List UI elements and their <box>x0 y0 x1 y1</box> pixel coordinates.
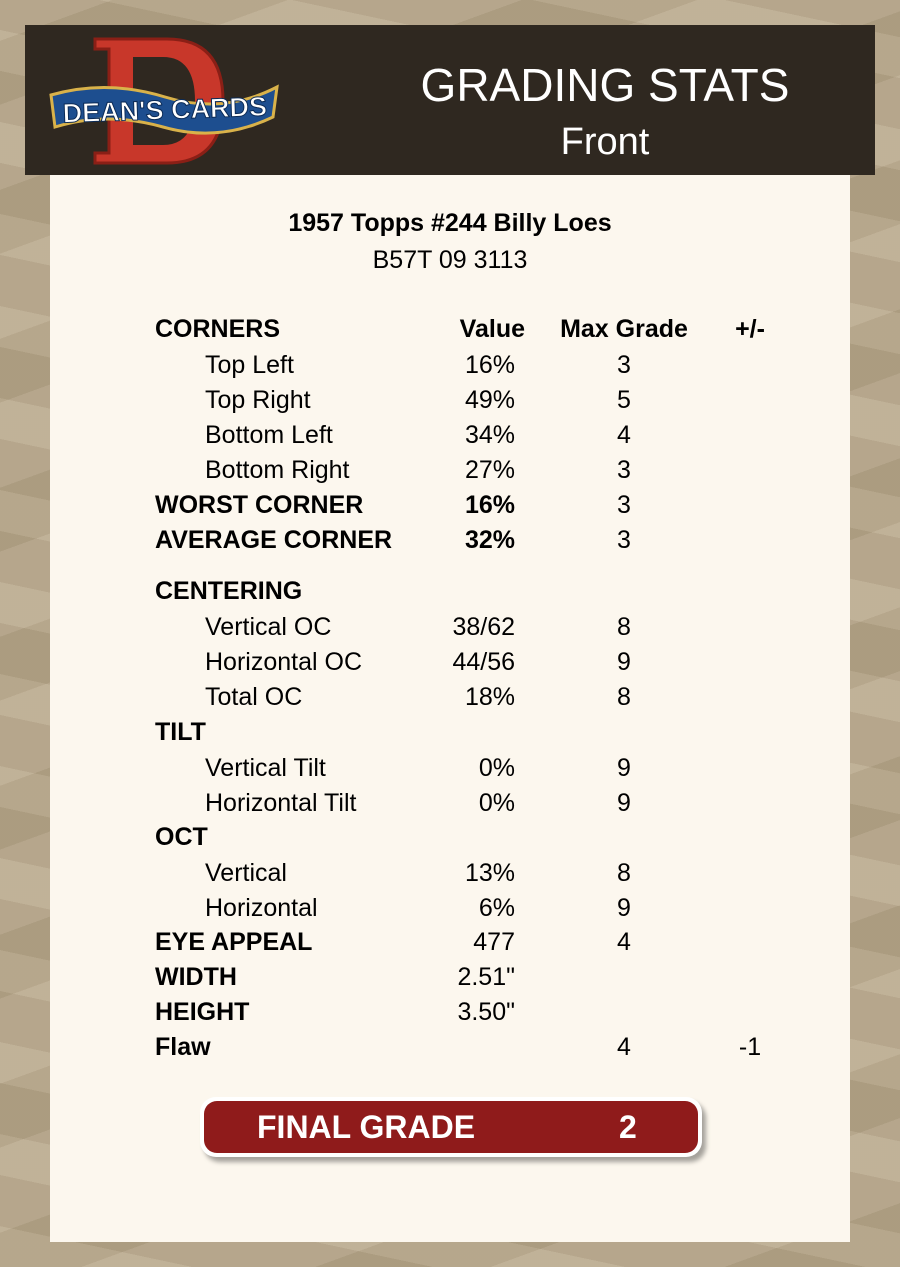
stat-label: OCT <box>155 823 208 851</box>
stat-value: 0% <box>478 754 515 782</box>
stat-value: 3.50" <box>457 998 515 1026</box>
stat-label: WIDTH <box>155 963 237 991</box>
stat-label: TILT <box>155 718 206 746</box>
stat-label: WORST CORNER <box>155 491 364 519</box>
stats-row <box>50 859 850 891</box>
deans-cards-logo <box>47 37 282 167</box>
stat-value: 34% <box>464 421 515 449</box>
stat-label: Horizontal <box>205 894 318 922</box>
stat-label: Flaw <box>155 1033 211 1061</box>
stat-max-grade: 4 <box>617 421 631 449</box>
stat-label: Vertical Tilt <box>205 754 326 782</box>
header-bar <box>25 25 875 175</box>
stat-label: CORNERS <box>155 315 281 343</box>
stat-max-grade: 9 <box>617 789 631 817</box>
stat-label: Vertical <box>205 859 287 887</box>
stat-max-grade: 5 <box>617 386 631 414</box>
stat-label: EYE APPEAL <box>155 928 313 956</box>
stats-row <box>50 823 850 855</box>
stat-max-grade: 9 <box>617 894 631 922</box>
stats-row <box>50 351 850 383</box>
stat-label: Top Right <box>205 386 311 414</box>
stat-max-grade: 4 <box>617 1033 631 1061</box>
stat-label: Bottom Left <box>205 421 333 449</box>
stats-row <box>50 648 850 680</box>
stats-row <box>50 386 850 418</box>
cert-number: B57T 09 3113 <box>372 246 528 274</box>
stats-row <box>50 963 850 995</box>
card-name: 1957 Topps #244 Billy Loes <box>288 209 612 237</box>
column-header-plus-minus: +/- <box>735 315 765 343</box>
stat-value: 32% <box>464 526 515 554</box>
stats-row <box>50 754 850 786</box>
stats-row <box>50 718 850 750</box>
stat-max-grade: 8 <box>617 683 631 711</box>
final-grade-label: FINAL GRADE <box>257 1109 476 1145</box>
stat-value: 18% <box>464 683 515 711</box>
stat-value: 44/56 <box>452 648 515 676</box>
stats-row <box>50 928 850 960</box>
stat-max-grade: 8 <box>617 859 631 887</box>
stat-max-grade: 3 <box>617 491 631 519</box>
stat-max-grade: 8 <box>617 613 631 641</box>
stat-max-grade: 3 <box>617 526 631 554</box>
stat-label: Total OC <box>205 683 303 711</box>
page-subtitle: Front <box>560 121 650 163</box>
stats-row <box>50 789 850 821</box>
svg-text:DEAN'S CARDS: DEAN'S CARDS <box>62 91 268 129</box>
stat-value: 16% <box>464 491 515 519</box>
stats-row <box>50 577 850 609</box>
stats-row <box>50 421 850 453</box>
stat-max-grade: 3 <box>617 456 631 484</box>
stats-row <box>50 526 850 558</box>
stat-label: Bottom Right <box>205 456 350 484</box>
stat-value: 38/62 <box>452 613 515 641</box>
stat-label: CENTERING <box>155 577 303 605</box>
stats-row <box>50 1033 850 1065</box>
stats-row <box>50 491 850 523</box>
stats-row <box>50 315 850 347</box>
stats-row <box>50 683 850 715</box>
stat-max-grade: 9 <box>617 648 631 676</box>
final-grade-value: 2 <box>619 1109 637 1145</box>
stat-label: Vertical OC <box>205 613 332 641</box>
page-title: GRADING STATS <box>420 59 790 111</box>
stat-label: HEIGHT <box>155 998 250 1026</box>
stat-value: 477 <box>473 928 515 956</box>
stat-label: Top Left <box>205 351 294 379</box>
stat-plus-minus: -1 <box>738 1033 762 1061</box>
stat-max-grade: 4 <box>617 928 631 956</box>
stat-value: 6% <box>478 894 515 922</box>
stats-panel <box>50 175 850 1242</box>
stat-value: 27% <box>464 456 515 484</box>
stat-value: 0% <box>478 789 515 817</box>
stat-value: 2.51" <box>457 963 515 991</box>
stat-label: Horizontal Tilt <box>205 789 357 817</box>
final-grade-box <box>200 1097 702 1157</box>
stat-label: AVERAGE CORNER <box>155 526 393 554</box>
stat-value: 49% <box>464 386 515 414</box>
final-grade-bar <box>204 1101 698 1153</box>
stats-row <box>50 456 850 488</box>
stat-max-grade: 3 <box>617 351 631 379</box>
stat-label: Horizontal OC <box>205 648 362 676</box>
stats-row <box>50 613 850 645</box>
stat-value: 16% <box>464 351 515 379</box>
column-header-max-grade: Max Grade <box>560 315 688 343</box>
stats-row <box>50 998 850 1030</box>
stat-value: 13% <box>464 859 515 887</box>
stats-row <box>50 894 850 926</box>
stat-max-grade: 9 <box>617 754 631 782</box>
column-header-value: Value <box>459 315 525 343</box>
